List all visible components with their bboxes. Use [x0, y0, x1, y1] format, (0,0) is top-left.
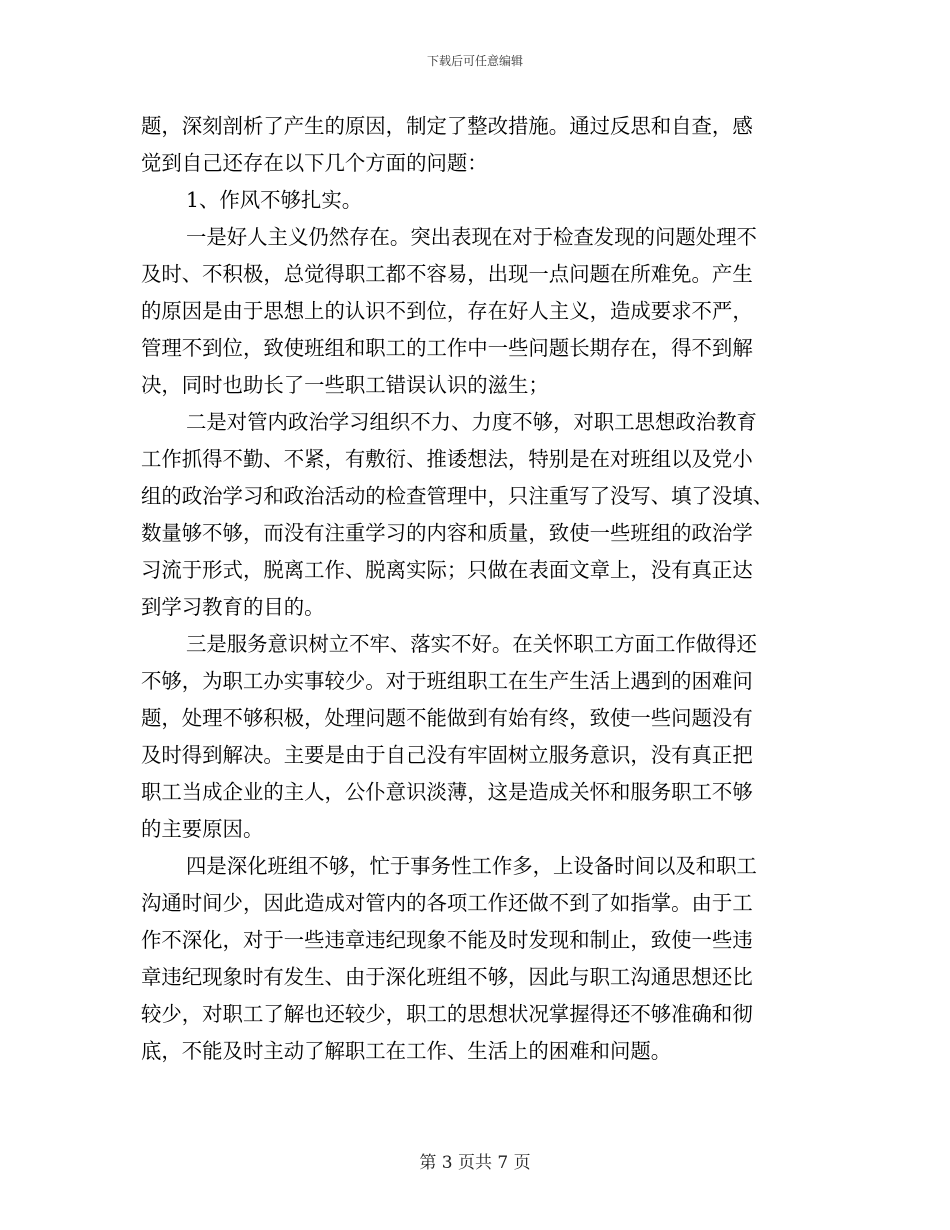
text-line: 三是服务意识树立不牢、落实不好。在关怀职工方面工作做得还 [186, 632, 757, 656]
text-line: 沟通时间少，因此造成对管内的各项工作还做不到了如指掌。由于工 [141, 891, 753, 915]
page-footer: 第 3 页共 7 页 [419, 1153, 531, 1173]
text-line: 题，深刻剖析了产生的原因，制定了整改措施。通过反思和自查，感 [141, 114, 753, 138]
text-line: 职工当成企业的主人，公仆意识淡薄，这是造成关怀和服务职工不够 [141, 780, 753, 804]
text-line: 到学习教育的目的。 [141, 595, 325, 619]
text-line: 作不深化，对于一些违章违纪现象不能及时发现和制止，致使一些违 [141, 928, 753, 952]
text-line: 二是对管内政治学习组织不力、力度不够，对职工思想政治教育 [186, 410, 757, 434]
text-line: 的原因是由于思想上的认识不到位，存在好人主义，造成要求不严， [141, 299, 753, 323]
text-line: 章违纪现象时有发生、由于深化班组不够，因此与职工沟通思想还比 [141, 965, 753, 989]
text-line: 底，不能及时主动了解职工在工作、生活上的困难和问题。 [141, 1039, 672, 1063]
text-line: 数量够不够，而没有注重学习的内容和质量，致使一些班组的政治学 [141, 521, 753, 545]
text-line: 一是好人主义仍然存在。突出表现在对于检查发现的问题处理不 [186, 225, 757, 249]
text-line: 组的政治学习和政治活动的检查管理中，只注重写了没写、填了没填、 [141, 484, 774, 508]
page-header: 下载后可任意编辑 [426, 54, 523, 68]
text-line: 工作抓得不勤、不紧，有敷衍、推诿想法，特别是在对班组以及党小 [141, 447, 753, 471]
text-line: 决，同时也助长了一些职工错误认识的滋生； [141, 373, 549, 397]
text-line: 四是深化班组不够，忙于事务性工作多，上设备时间以及和职工 [186, 854, 757, 878]
text-line: 1、作风不够扎实。 [186, 188, 363, 212]
text-line: 及时得到解决。主要是由于自己没有牢固树立服务意识，没有真正把 [141, 743, 753, 767]
body-text [141, 108, 813, 1070]
text-line: 觉到自己还存在以下几个方面的问题： [141, 151, 488, 175]
text-line: 习流于形式，脱离工作、脱离实际；只做在表面文章上，没有真正达 [141, 558, 753, 582]
text-line: 的主要原因。 [141, 817, 264, 841]
text-line: 较少，对职工了解也还较少，职工的思想状况掌握得还不够准确和彻 [141, 1002, 753, 1026]
text-line: 及时、不积极，总觉得职工都不容易，出现一点问题在所难免。产生 [141, 262, 753, 286]
text-line: 管理不到位，致使班组和职工的工作中一些问题长期存在，得不到解 [141, 336, 753, 360]
text-line: 题，处理不够积极，处理问题不能做到有始有终，致使一些问题没有 [141, 706, 753, 730]
text-line: 不够，为职工办实事较少。对于班组职工在生产生活上遇到的困难问 [141, 669, 753, 693]
